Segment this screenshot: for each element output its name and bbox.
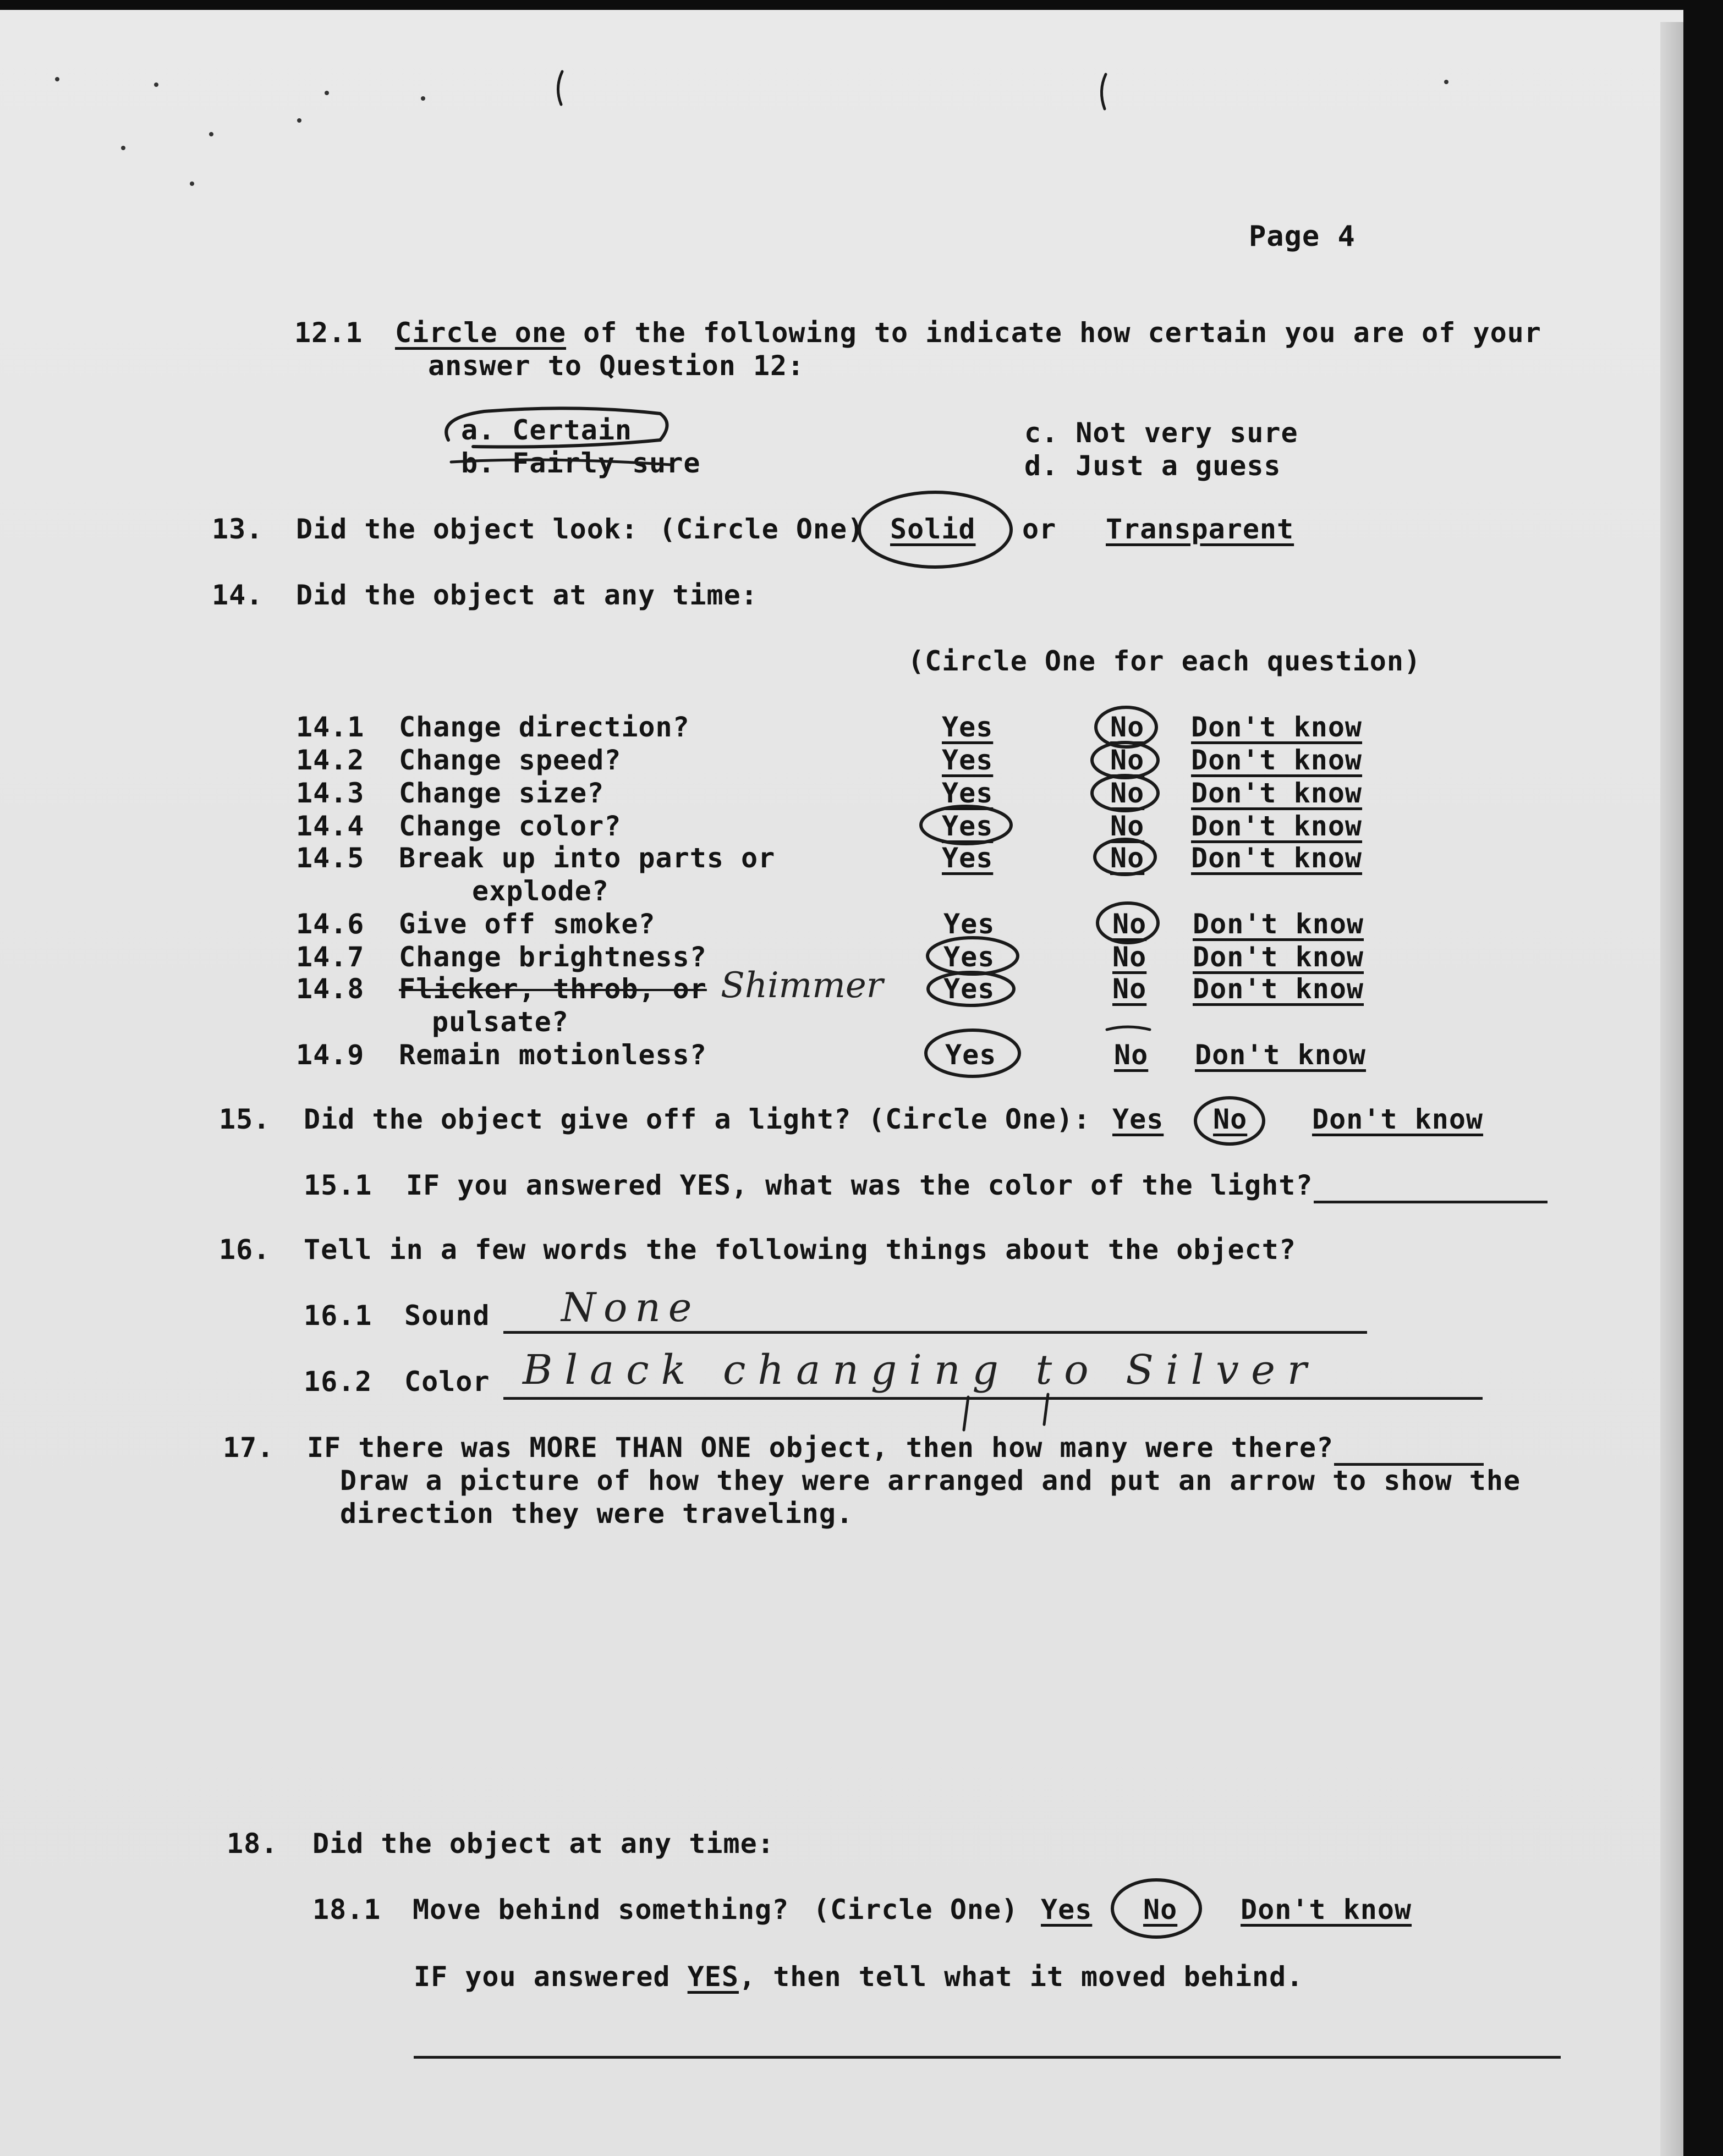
q14-instruction: (Circle One for each question) [908,645,1422,677]
q18-followup-text [414,1960,1303,1993]
q15-dont-know[interactable]: Don't know [1312,1103,1484,1135]
q15-text: Did the object give off a light? [304,1103,852,1135]
q13-instruction: (Circle One) [659,513,865,545]
q14-9-yes[interactable]: Yes [945,1039,997,1071]
q14-8-dont-know[interactable]: Don't know [1193,973,1364,1005]
q18-number: 18. [227,1828,278,1860]
q14-8-no[interactable]: No [1112,973,1147,1005]
q15-instruction: (Circle One): [868,1103,1091,1135]
q14-text: Did the object at any time: [296,579,758,611]
q17-drawing-area[interactable] [308,1546,1491,1821]
q14-5-dont-know[interactable]: Don't know [1191,842,1363,874]
q15-1-number: 15.1 [304,1169,372,1201]
q18-1-instruction: (Circle One) [813,1894,1019,1926]
q14-6-yes[interactable]: Yes [943,908,995,940]
q18-1-text: Move behind something? [413,1894,789,1926]
q15-no[interactable]: No [1213,1103,1248,1135]
scan-speck [1444,80,1448,84]
q13-number: 13. [212,513,264,545]
q16-2-answer-line[interactable] [503,1397,1483,1400]
q15-number: 15. [219,1103,271,1135]
q18-1-number: 18.1 [312,1894,381,1926]
q14-row-text: Change color? [399,810,622,842]
q14-4-no[interactable]: No [1110,810,1145,842]
q16-2-number: 16.2 [304,1366,372,1398]
q14-6-dont-know[interactable]: Don't know [1193,908,1364,940]
q14-row-number: 14.8 [296,973,365,1005]
q18-text: Did the object at any time: [312,1828,775,1860]
q18-1-yes[interactable]: Yes [1041,1894,1093,1926]
scan-speck [421,96,425,101]
q13-option-solid[interactable]: Solid [890,513,976,545]
q13-option-transparent[interactable]: Transparent [1106,513,1294,545]
q14-row-text: Change brightness? [399,941,707,973]
q16-1-label: Sound [404,1300,490,1332]
q18-1-dont-know[interactable]: Don't know [1241,1894,1412,1926]
scan-speck [209,132,213,136]
q14-row-text: Change size? [399,777,605,809]
scan-speck [190,182,194,186]
q14-7-yes[interactable]: Yes [943,941,995,973]
q17-line1: IF there was MORE THAN ONE object, then how many were there? [307,1432,1334,1464]
scan-speck [154,82,158,87]
q14-8-yes[interactable]: Yes [943,973,995,1005]
q14-row-number: 14.1 [296,711,365,743]
q16-text: Tell in a few words the following things about the object? [304,1234,1296,1266]
q14-3-dont-know[interactable]: Don't know [1191,777,1363,809]
q13-text: Did the object look: [296,513,639,545]
scan-speck [121,146,125,150]
q18-1-no[interactable]: No [1143,1894,1178,1926]
page-number: Page 4 [1249,220,1356,253]
q16-1-handwritten-answer: None [561,1284,700,1330]
q14-4-yes[interactable]: Yes [942,810,994,842]
q12-1-text-line2: answer to Question 12: [428,350,805,382]
q14-8-handwritten-note: Shimmer [721,965,884,1006]
q14-row-number: 14.7 [296,941,365,973]
scan-speck [325,91,329,95]
q16-1-answer-line[interactable] [503,1331,1367,1334]
q14-5-no[interactable]: No [1110,842,1145,874]
q16-2-label: Color [404,1366,490,1398]
q14-2-dont-know[interactable]: Don't know [1191,744,1363,776]
q18-followup-yes: YES [687,1961,739,1993]
q12-1-option-b[interactable]: b. Fairly sure [461,447,701,479]
q14-3-no[interactable]: No [1110,777,1145,809]
q14-9-dont-know[interactable]: Don't know [1195,1039,1367,1071]
q14-2-no[interactable]: No [1110,744,1145,776]
q16-1-number: 16.1 [304,1300,372,1332]
q16-number: 16. [219,1234,271,1266]
q14-5-yes[interactable]: Yes [942,842,994,874]
page-edge-shadow [1660,22,1683,2156]
q14-1-no[interactable]: No [1110,711,1145,743]
q14-row-text: Break up into parts or [399,842,776,874]
q17-line2: Draw a picture of how they were arranged and put an arrow to show the [340,1465,1521,1497]
q12-1-option-a[interactable]: a. Certain [461,414,633,446]
q14-row-text: Change direction? [399,711,690,743]
q14-row-text: Change speed? [399,744,622,776]
q12-1-option-c[interactable]: c. Not very sure [1024,417,1298,449]
q14-row-number: 14.6 [296,908,365,940]
q14-row-number: 14.9 [296,1039,365,1071]
q14-number: 14. [212,579,264,611]
q18-followup-part2: , then tell what it moved behind. [738,1961,1304,1993]
q12-1-option-d[interactable]: d. Just a guess [1024,450,1281,482]
q14-row-text-cont: explode? [472,875,609,907]
q12-1-text [395,316,1541,349]
q14-1-yes[interactable]: Yes [942,711,994,743]
q14-2-yes[interactable]: Yes [942,744,994,776]
q14-row-text: Flicker, throb, or [399,973,707,1005]
q14-7-dont-know[interactable]: Don't know [1193,941,1364,973]
q15-1-text: IF you answered YES, what was the color of the light? [406,1169,1313,1201]
q17-number: 17. [223,1432,275,1464]
q14-row-number: 14.2 [296,744,365,776]
q14-row-text: Remain motionless? [399,1039,707,1071]
q14-6-no[interactable]: No [1112,908,1147,940]
q14-row-number: 14.5 [296,842,365,874]
q15-1-answer-line[interactable] [1314,1201,1548,1203]
scan-speck [297,118,301,123]
q14-4-dont-know[interactable]: Don't know [1191,810,1363,842]
q15-yes[interactable]: Yes [1112,1103,1164,1135]
q13-connector: or [1022,513,1057,545]
q14-7-no[interactable]: No [1112,941,1147,973]
q14-row-number: 14.3 [296,777,365,809]
scan-speck [55,77,59,81]
q14-3-yes[interactable]: Yes [942,777,994,809]
q16-2-handwritten-answer: Black changing to Silver [523,1346,1319,1394]
q14-9-no[interactable]: No [1114,1039,1149,1071]
q17-line3: direction they were traveling. [340,1498,854,1530]
q18-followup-part1: IF you answered [414,1961,688,1993]
q12-1-text-rest: of the following to indicate how certain you are of your [566,317,1541,349]
q12-1-number: 12.1 [294,317,363,349]
circle-one-emphasis: Circle one [395,317,567,349]
q18-answer-line[interactable] [414,2056,1561,2059]
q14-row-number: 14.4 [296,810,365,842]
q14-1-dont-know[interactable]: Don't know [1191,711,1363,743]
q14-row-text-cont: pulsate? [432,1006,569,1038]
q14-row-text: Give off smoke? [399,908,656,940]
